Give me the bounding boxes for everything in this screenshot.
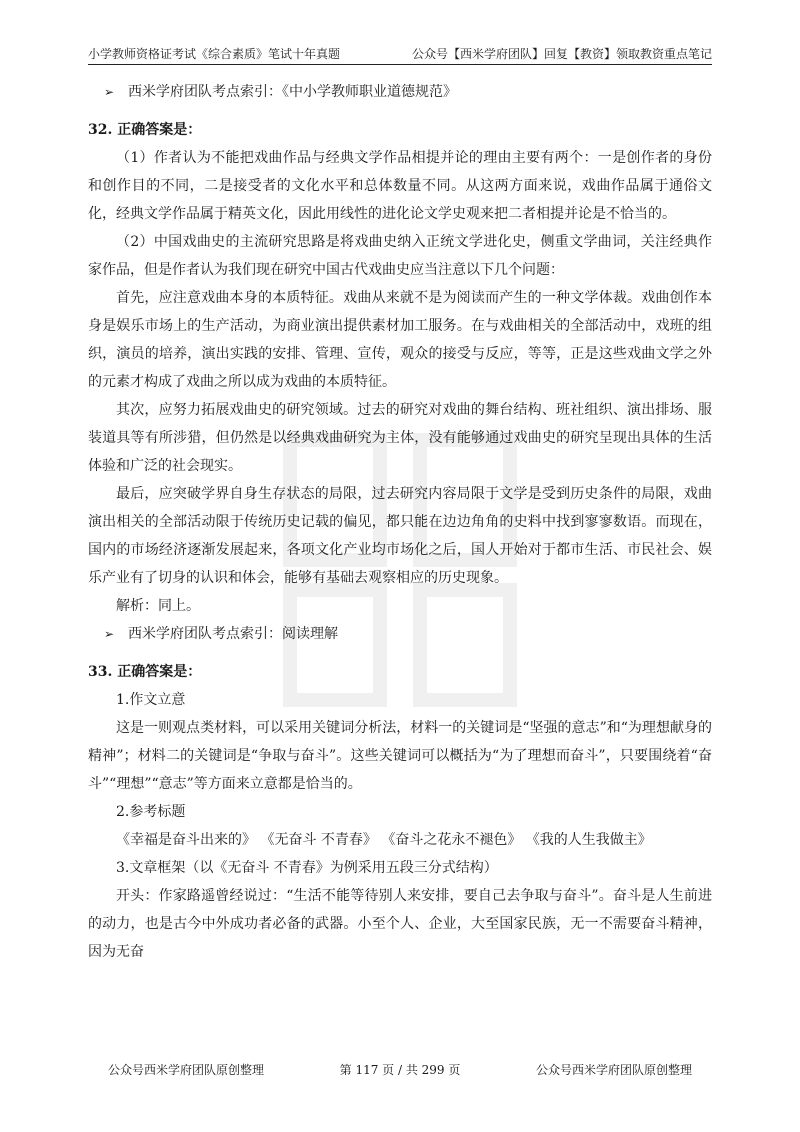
q33-paragraph: 《幸福是奋斗出来的》 《无奋斗 不青春》 《奋斗之花永不褪色》 《我的人生我做主》 [116,832,652,848]
header-left-text: 小学教师资格证考试《综合素质》笔试十年真题 [88,47,341,61]
arrow-bullet-icon: ➢ [104,627,115,641]
q32-paragraph: 最后，应突破学界自身生存状态的局限，过去研究内容局限于文学是受到历史条件的局限，戏曲演出相关的全部活动限于传统历史记载的偏见，都只能在边边角角的史料中找到寥寥数语。而现在，国内的市场经济逐渐发展起来，各项文化产业均市场化之后，国人开始对于都市生活、市民社会、娱乐产业有了切身的认识和体会，能够有基础去观察相应的历史现象。 [88,486,712,586]
page-header [88,44,712,65]
question-32-title: 32. 正确答案是： [88,122,202,138]
index-note-text: 西米学府团队考点索引：《中小学教师职业道德规范》 [128,84,457,100]
q32-paragraph: 首先，应注意戏曲本身的本质特征。戏曲从来就不是为阅读而产生的一种文学体裁。戏曲创作本身是娱乐市场上的生产活动，为商业演出提供素材加工服务。在与戏曲相关的全部活动中，戏班的组织，演员的培养，演出实践的安排、管理、宣传，观众的接受与反应，等等，正是这些戏曲文学之外的元素才构成了戏曲之所以成为戏曲的本质特征。 [88,290,712,390]
question-33-title: 33. 正确答案是： [88,664,202,680]
footer-left-text: 公众号西米学府团队原创整理 [108,1063,265,1077]
footer-right-text: 公众号西米学府团队原创整理 [535,1063,692,1077]
page-footer [88,1060,712,1080]
q33-paragraph: 开头：作家路遥曾经说过：“生活不能等待别人来安排，要自己去争取与奋斗”。奋斗是人生前进的动力，也是古今中外成功者必备的武器。小至个人、企业，大至国家民族，无一不需要奋斗精神，因为无奋 [88,888,712,960]
q33-paragraph: 这是一则观点类材料，可以采用关键词分析法，材料一的关键词是“坚强的意志”和“为理想献身的精神”；材料二的关键词是“争取与奋斗”。这些关键词可以概括为“为了理想而奋斗”，只要围绕着“奋斗”“理想”“意志”等方面来立意都是恰当的。 [88,720,712,792]
q32-paragraph: 其次，应努力拓展戏曲史的研究领域。过去的研究对戏曲的舞台结构、班社组织、演出排场、服装道具等有所涉猎，但仍然是以经典戏曲研究为主体，没有能够通过戏曲史的研究呈现出具体的生活体验和广泛的社会现实。 [88,402,712,474]
page-number: 第 117 页 / 共 299 页 [339,1063,461,1077]
q33-paragraph: 2.参考标题 [116,804,186,820]
q32-analysis: 解析：同上。 [116,598,200,614]
q32-paragraph: （2）中国戏曲史的主流研究思路是将戏曲史纳入正统文学进化史，侧重文学曲词，关注经典作家作品，但是作者认为我们现在研究中国古代戏曲史应当注意以下几个问题： [88,234,712,278]
page-content [88,78,712,966]
index-note [88,620,712,648]
index-note-text: 西米学府团队考点索引：阅读理解 [128,626,338,642]
arrow-bullet-icon: ➢ [104,85,115,99]
index-note [88,78,712,106]
q33-paragraph: 1.作文立意 [116,692,186,708]
q32-paragraph: （1）作者认为不能把戏曲作品与经典文学作品相提并论的理由主要有两个：一是创作者的身份和创作目的不同，二是接受者的文化水平和总体数量不同。从这两方面来说，戏曲作品属于通俗文化，经典文学作品属于精英文化，因此用线性的进化论文学史观来把二者相提并论是不恰当的。 [88,150,712,222]
header-right-text: 公众号【西米学府团队】回复【教资】领取教资重点笔记 [411,47,712,61]
q33-paragraph: 3.文章框架（以《无奋斗 不青春》为例采用五段三分式结构） [116,860,498,876]
